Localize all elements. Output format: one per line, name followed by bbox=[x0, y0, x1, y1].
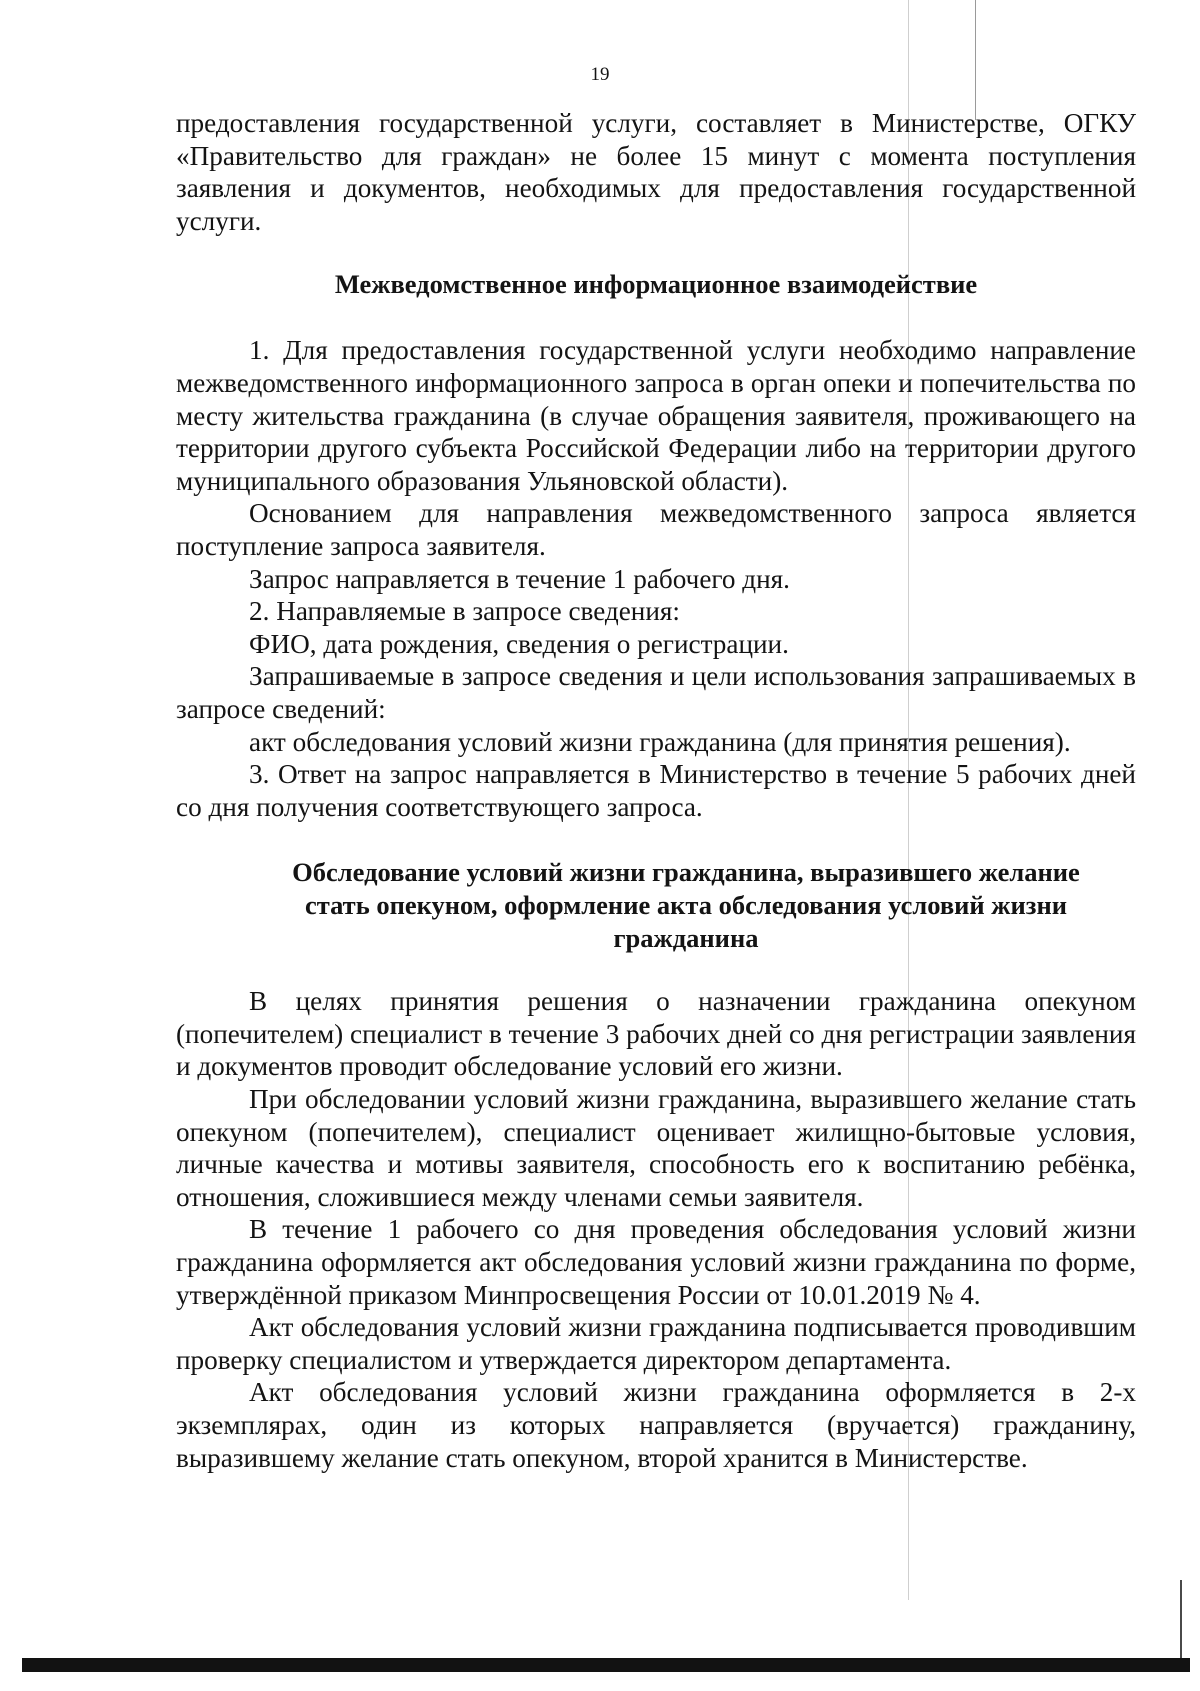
paragraph: 3. Ответ на запрос направляется в Министерство в течение 5 рабочих дней со дня получения соответствующего запроса. bbox=[176, 759, 1136, 822]
document-body bbox=[176, 107, 1136, 1474]
scan-artifact-line bbox=[975, 0, 976, 120]
paragraph: В течение 1 рабочего со дня проведения обследования условий жизни гражданина оформляется акт обследования условий жизни гражданина по форме, утверждённой приказом Минпросвещения России от 10.01.2019 № 4. bbox=[176, 1214, 1136, 1310]
paragraph: Акт обследования условий жизни гражданина подписывается проводившим проверку специалистом и утверждается директором департамента. bbox=[176, 1312, 1136, 1375]
paragraph: В целях принятия решения о назначении гражданина опекуном (попечителем) специалист в течение 3 рабочих дней со дня регистрации заявления и документов проводит обследование условий его жизни. bbox=[176, 986, 1136, 1082]
paragraph: Основанием для направления межведомственного запроса является поступление запроса заявителя. bbox=[176, 498, 1136, 561]
paragraph: 2. Направляемые в запросе сведения: bbox=[249, 596, 680, 627]
paragraph: При обследовании условий жизни гражданина, выразившего желание стать опекуном (попечителем), специалист оценивает жилищно-бытовые условия, личные качества и мотивы заявителя, способность его к воспитанию ребёнка, отношения, сложившиеся между членами семьи заявителя. bbox=[176, 1084, 1136, 1212]
paragraph: 1. Для предоставления государственной услуги необходимо направление межведомственного информационного запроса в орган опеки и попечительства по месту жительства гражданина (в случае обращения заявителя, проживающего на территории другого субъекта Российской Федерации либо на территории другого муниципального образования Ульяновской области). bbox=[176, 335, 1136, 496]
section-heading bbox=[176, 856, 1136, 955]
section-heading-line: стать опекуном, оформление акта обследования условий жизни bbox=[305, 890, 1067, 921]
section-heading: Межведомственное информационное взаимодействие bbox=[334, 269, 978, 300]
page-number: 19 bbox=[590, 64, 610, 85]
scan-edge-line bbox=[1180, 1580, 1182, 1665]
paragraph: акт обследования условий жизни гражданина (для принятия решения). bbox=[249, 726, 1071, 757]
paragraph: Запрос направляется в течение 1 рабочего дня. bbox=[249, 563, 790, 594]
paragraph: Запрашиваемые в запросе сведения и цели использования запрашиваемых в запросе сведений: bbox=[176, 661, 1136, 724]
scan-bottom-border bbox=[22, 1658, 1190, 1672]
section-heading-line: гражданина bbox=[613, 923, 759, 954]
paragraph: Акт обследования условий жизни гражданина оформляется в 2-х экземплярах, один из которых направляется (вручается) гражданину, выразившему желание стать опекуном, второй хранится в Министерстве. bbox=[176, 1377, 1136, 1473]
section-heading-line: Обследование условий жизни гражданина, выразившего желание bbox=[292, 857, 1080, 888]
paragraph: предоставления государственной услуги, составляет в Министерстве, ОГКУ «Правительство для граждан» не более 15 минут с момента поступления заявления и документов, необходимых для предоставления государственной услуги. bbox=[176, 108, 1136, 236]
paragraph: ФИО, дата рождения, сведения о регистрации. bbox=[249, 628, 789, 659]
